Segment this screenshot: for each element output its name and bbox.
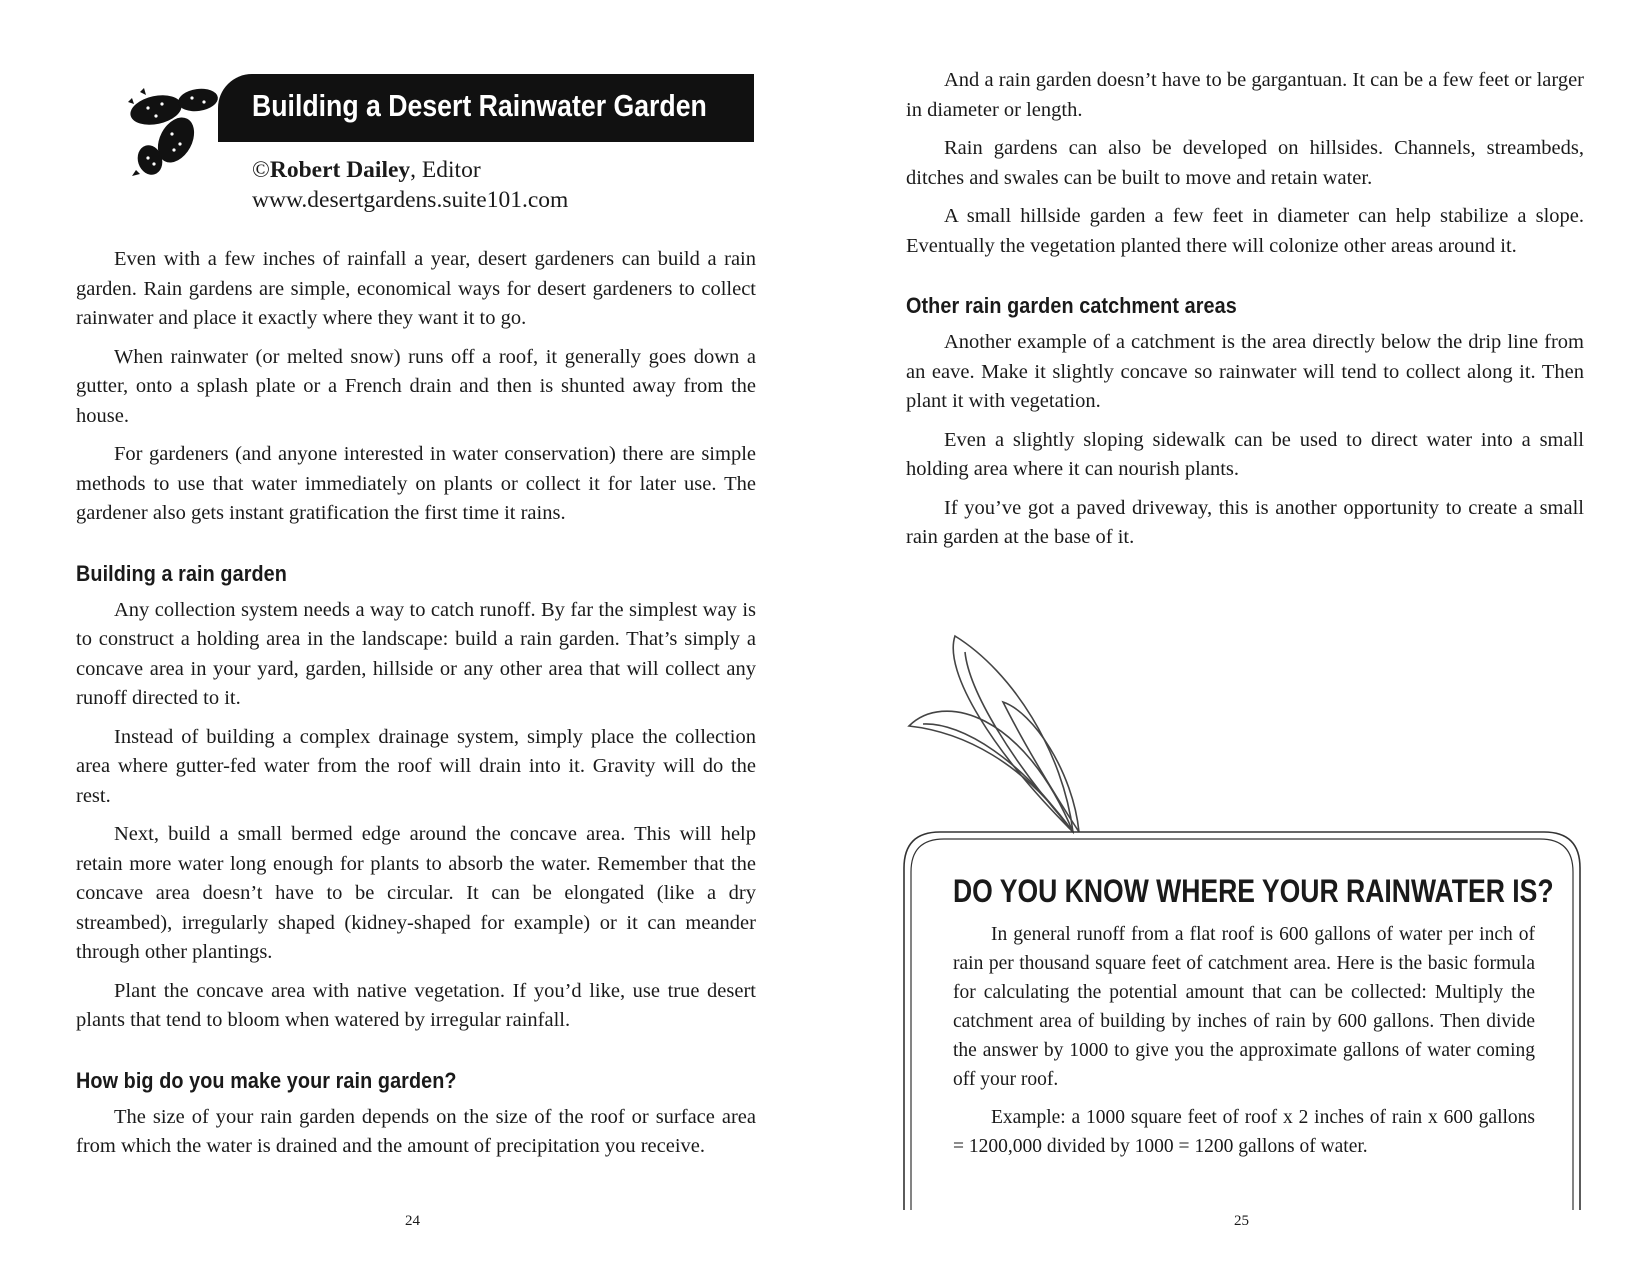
byline	[252, 155, 568, 215]
body-paragraph: Even a slightly sloping sidewalk can be used to direct water into a small holding area where it can nourish plants.	[906, 428, 1584, 480]
body-paragraph: Next, build a small bermed edge around the concave area. This will help retain more water long enough for plants to absorb the water. Remember that the concave area doesn’t have to be circular. It can be elongated (like a dry streambed), irregularly shaped (kidney-shaped for example) or it can meander through other plantings.	[76, 823, 756, 963]
body-paragraph: Plant the concave area with native vegetation. If you’d like, use true desert plants that tend to bloom when watered by irregular rainfall.	[76, 979, 756, 1031]
author-role: , Editor	[410, 157, 481, 183]
section-heading: Building a rain garden	[76, 560, 287, 586]
right-page	[825, 0, 1650, 1275]
body-paragraph: If you’ve got a paved driveway, this is another opportunity to create a small rain garden at the base of it.	[906, 496, 1584, 548]
article-title: Building a Desert Rainwater Garden	[252, 88, 707, 123]
body-paragraph: Rain gardens can also be developed on hillsides. Channels, streambeds, ditches and swales can be built to move and retain water.	[906, 137, 1584, 189]
body-paragraph: Instead of building a complex drainage system, simply place the collection area where gutter-fed water from the roof will drain into it. Gravity will do the rest.	[76, 725, 756, 807]
author-name: Robert Dailey	[269, 157, 411, 183]
body-paragraph: The size of your rain garden depends on the size of the roof or surface area from which the water is drained and the amount of precipitation you receive.	[76, 1105, 756, 1157]
body-paragraph: A small hillside garden a few feet in diameter can help stabilize a slope. Eventually the vegetation planted there will colonize other areas around it.	[906, 205, 1584, 257]
left-column	[76, 245, 756, 1171]
section-heading: How big do you make your rain garden?	[76, 1067, 457, 1093]
right-column	[906, 66, 1584, 562]
rainwater-sidebar	[953, 873, 1554, 1170]
body-paragraph: For gardeners (and anyone interested in water conservation) there are simple methods to use that water immediately on plants or collect it for later use. The gardener also gets instant gratification the first time it rains.	[76, 443, 756, 524]
leaf-illustration-icon	[903, 632, 1093, 837]
copyright-symbol: ©	[252, 157, 270, 183]
page-number: 25	[1234, 1213, 1249, 1229]
body-paragraph: And a rain garden doesn’t have to be gargantuan. It can be a few feet or larger in diameter or length.	[906, 69, 1584, 121]
website-url: www.desertgardens.suite101.com	[252, 187, 569, 213]
sidebar-paragraph: In general runoff from a flat roof is 600 gallons of water per inch of rain per thousand square feet of catchment area. Here is the basic formula for calculating the potential amount that can be collected: Multiply the catchment area of building by inches of rain by 600 gallons. Then divide the answer by 1000 to give you the approximate gallons of water coming off your roof.	[953, 924, 1535, 1090]
sidebar-title: DO YOU KNOW WHERE YOUR RAINWATER IS?	[953, 873, 1554, 909]
body-paragraph: When rainwater (or melted snow) runs off a roof, it generally goes down a gutter, onto a splash plate or a French drain and then is shunted away from the house.	[76, 345, 756, 427]
body-paragraph: Another example of a catchment is the area directly below the drip line from an eave. Make it slightly concave so rainwater will tend to collect along it. Then plant it with vegetation.	[906, 331, 1584, 412]
body-paragraph: Even with a few inches of rainfall a year, desert gardeners can build a rain garden. Rain gardens are simple, economical ways for desert gardeners to collect rainwater and place it exactly where they want it to go.	[76, 248, 756, 329]
sidebar-paragraph: Example: a 1000 square feet of roof x 2 inches of rain x 600 gallons = 1200,000 divided by 1000 = 1200 gallons of water.	[953, 1107, 1535, 1157]
body-paragraph: Any collection system needs a way to catch runoff. By far the simplest way is to construct a holding area in the landscape: build a rain garden. That’s simply a concave area in your yard, garden, hillside or any other area that will collect any runoff directed to it.	[76, 598, 756, 709]
section-heading: Other rain garden catchment areas	[906, 293, 1237, 318]
page-number: 24	[405, 1213, 420, 1229]
